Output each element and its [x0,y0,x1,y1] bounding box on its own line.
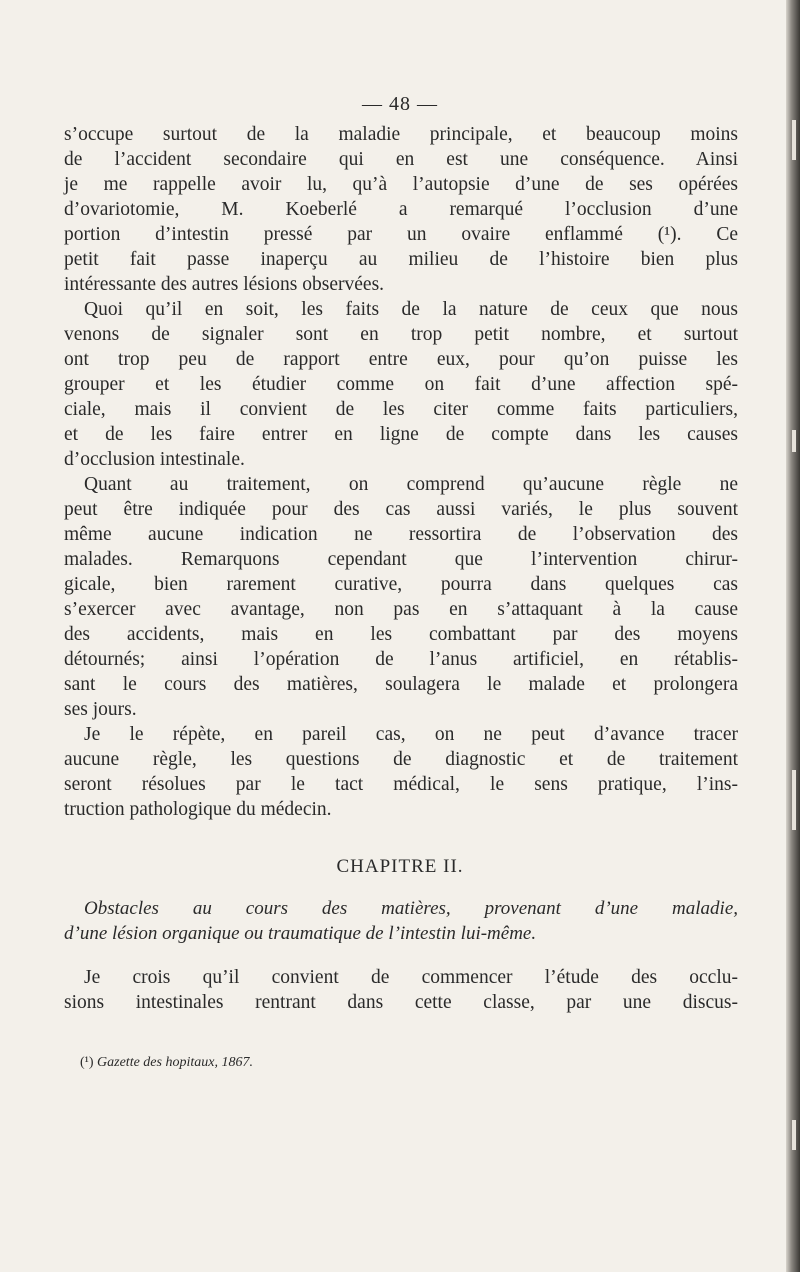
text-line: petit fait passe inaperçu au milieu de l’histoire bien plus [64,249,738,270]
text-line: venons de signaler sont en trop petit nombre, et surtout [64,324,738,345]
text-line: ciale, mais il convient de les citer comme faits particuliers, [64,399,738,420]
paragraph-5 [64,965,738,1015]
text-line: peut être indiquée pour des cas aussi variés, le plus souvent [64,499,738,520]
body-text [64,122,738,822]
text-line: intéressante des autres lésions observées. [64,274,385,295]
text-line: aucune règle, les questions de diagnostic et de traitement [64,749,738,770]
text-line: et de les faire entrer en ligne de compte dans les causes [64,424,738,445]
text-line: Quant au traitement, on comprend qu’aucune règle ne [84,474,738,495]
text-line: gicale, bien rarement curative, pourra dans quelques cas [64,574,738,595]
text-line: seront résolues par le tact médical, le sens pratique, l’ins- [64,774,738,795]
edge-speck [792,120,796,160]
subtitle-line: d’une lésion organique ou traumatique de l’intestin lui-même. [64,923,537,944]
text-line: de l’accident secondaire qui en est une conséquence. Ainsi [64,149,738,170]
text-line: truction pathologique du médecin. [64,799,332,820]
text-line: sant le cours des matières, soulagera le malade et prolongera [64,674,738,695]
text-line: même aucune indication ne ressortira de l’observation des [64,524,738,545]
page-number: — 48 — [362,93,438,115]
chapter-subtitle [64,896,738,946]
text-line: sions intestinales rentrant dans cette classe, par une discus- [64,992,738,1013]
text-line: d’occlusion intestinale. [64,449,245,470]
footnote-mark: (¹) [80,1055,94,1070]
paragraph-2 [64,297,738,472]
edge-speck [792,770,796,830]
footnote [80,1055,253,1071]
text-line: portion d’intestin pressé par un ovaire enflammé (¹). Ce [64,224,738,245]
page-binding-edge [786,0,800,1272]
text-line: s’occupe surtout de la maladie principale, et beaucoup moins [64,124,738,145]
text-line: Je crois qu’il convient de commencer l’étude des occlu- [84,967,738,988]
edge-speck [792,1120,796,1150]
text-line: d’ovariotomie, M. Koeberlé a remarqué l’occlusion d’une [64,199,738,220]
footnote-text: Gazette des hopitaux, 1867. [97,1055,253,1070]
text-line: malades. Remarquons cependant que l’intervention chirur- [64,549,738,570]
text-line: Je le répète, en pareil cas, on ne peut d’avance tracer [84,724,738,745]
paragraph-3 [64,472,738,722]
text-line: je me rappelle avoir lu, qu’à l’autopsie d’une de ses opérées [64,174,738,195]
text-line: ont trop peu de rapport entre eux, pour qu’on puisse les [64,349,738,370]
text-line: Quoi qu’il en soit, les faits de la nature de ceux que nous [84,299,738,320]
chapter-heading: CHAPITRE II. [336,856,464,877]
text-line: des accidents, mais en les combattant par des moyens [64,624,738,645]
paragraph-4 [64,722,738,822]
text-line: grouper et les étudier comme on fait d’une affection spé- [64,374,738,395]
text-line: ses jours. [64,699,137,720]
text-line: détournés; ainsi l’opération de l’anus artificiel, en rétablis- [64,649,738,670]
edge-speck [792,430,796,452]
subtitle-line: Obstacles au cours des matières, provenant d’une maladie, [84,898,738,919]
text-line: s’exercer avec avantage, non pas en s’attaquant à la cause [64,599,738,620]
paragraph-1 [64,122,738,297]
